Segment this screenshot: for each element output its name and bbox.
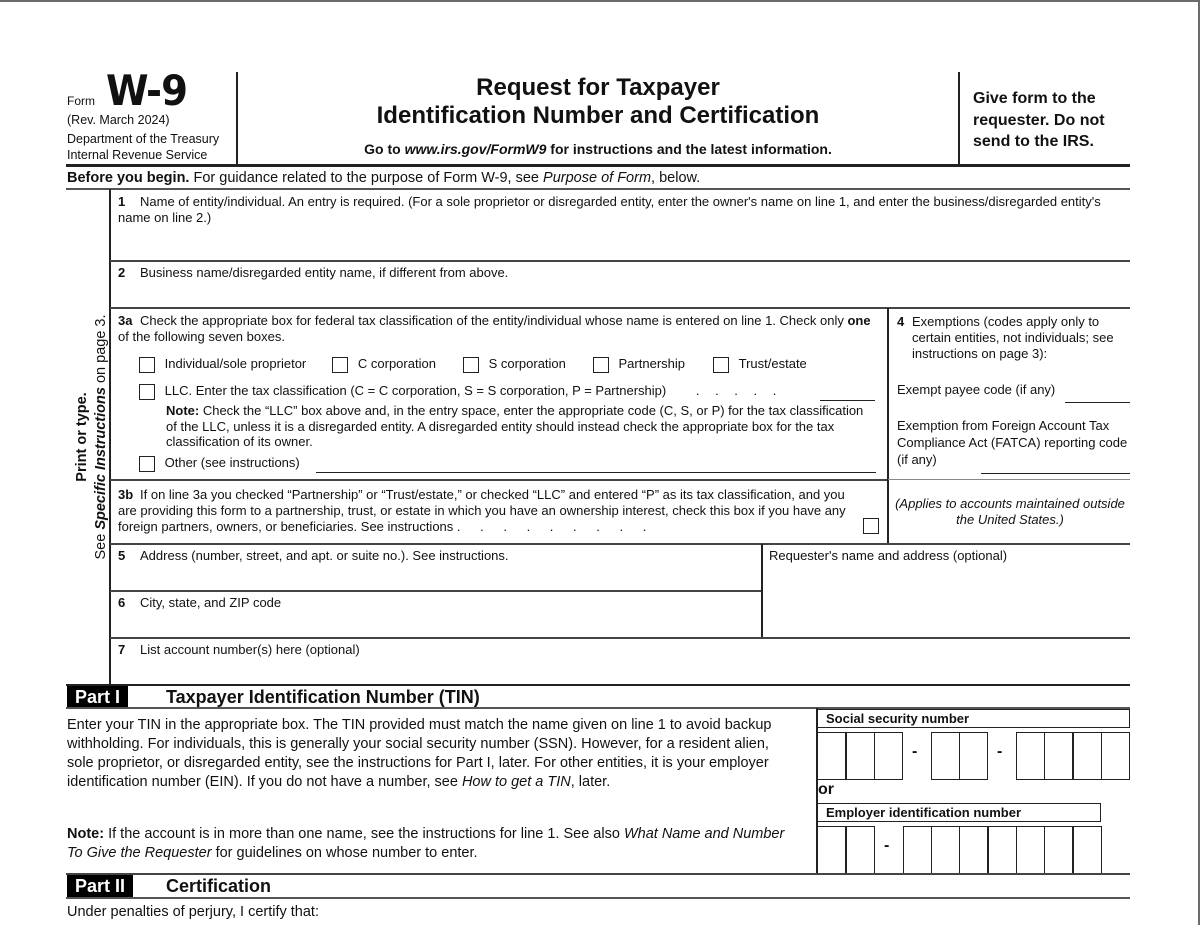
header-rule [66,164,1130,167]
sidebar-divider [109,189,111,685]
classification-individual[interactable] [139,356,306,373]
part1-note-bold: Note: [67,826,105,842]
checkbox-c-corp[interactable] [332,357,348,373]
s-corp-label: S corporation [488,356,566,371]
part1-text-end: , later. [570,774,611,790]
ssn-digit-3[interactable] [874,732,903,780]
fatca-field[interactable] [981,454,1130,472]
line3a-bold: one [847,313,871,328]
part1-instructions [67,716,797,792]
address-field[interactable] [140,565,755,587]
line7-text: List account number(s) here (optional) [140,642,360,657]
requester-field[interactable] [769,567,1124,633]
classification-partnership[interactable] [593,356,685,373]
checkbox-other[interactable] [139,456,155,472]
part1-note-end: for guidelines on whose number to enter. [211,845,478,861]
checkbox-trust-estate[interactable] [713,357,729,373]
goto-suffix: for instructions and the latest information. [546,141,832,157]
line3b-text: If on line 3a you checked “Partnership” or “Trust/estate,” or checked “LLC” and entered “P” as its tax classification, and you are providing this form to a partnership, trust, or estate in which you have an ownership interest, check this box if you have any foreign partners, owners, or beneficiaries. See instructions [118,487,846,534]
classification-trust[interactable] [713,356,807,373]
line5-rule [110,590,761,592]
classification-s-corp[interactable] [463,356,566,373]
ein-digit-6[interactable] [988,826,1017,874]
checkbox-s-corp[interactable] [463,357,479,373]
line6-number: 6 [118,595,126,610]
line3a-text-end: of the following seven boxes. [118,329,285,344]
ssn-digit-4[interactable] [931,732,960,780]
or-label: or [818,781,834,798]
checkbox-llc[interactable] [139,384,155,400]
checkbox-foreign-partners[interactable] [863,518,879,534]
part2-title: Certification [166,876,272,896]
llc-row [139,383,782,400]
give-form-notice: Give form to the requester. Do not send to the IRS. [973,90,1105,150]
line4-number: 4 [897,314,905,329]
ein-digit-1[interactable] [817,826,846,874]
irs-url-link[interactable]: www.irs.gov/FormW9 [404,141,547,157]
line6-label [118,595,281,611]
ssn-dash-1: - [912,743,918,760]
part1-note-text: If the account is in more than one name, see the instructions for line 1. See also [104,826,624,842]
ssn-digit-8[interactable] [1073,732,1102,780]
what-name-ref: What Name and Number To Give the Requester [67,826,785,861]
classification-c-corp[interactable] [332,356,436,373]
ein-digit-9[interactable] [1073,826,1102,874]
line4-text: Exemptions (codes apply only to certain entities, not individuals; see instructions on page 3): [912,314,1114,361]
line1-text: Name of entity/individual. An entry is required. (For a sole proprietor or disregarded entity, enter the owner's name on line 1, and enter the business/disregarded entity's name on line 2.) [118,194,1101,225]
form-number: W-9 [106,66,188,115]
certification-intro: Under penalties of perjury, I certify that: [67,904,319,920]
print-or-type-sidebar [62,300,122,575]
line3b-label [118,487,853,535]
ein-label: Employer identification number [817,803,1101,822]
agency: Internal Revenue Service [67,148,208,162]
part2-rule [66,897,1130,899]
ein-digit-3[interactable] [903,826,932,874]
city-state-zip-field[interactable] [140,612,755,634]
how-to-get-tin-ref: How to get a TIN [461,774,571,790]
ssn-digit-2[interactable] [846,732,875,780]
ssn-dash-2: - [997,743,1003,760]
before-rule [66,188,1130,190]
line3b-leader-dots: . . . . . . . . . [456,519,655,534]
account-numbers-field[interactable] [140,659,1120,681]
fatca-label: Exemption from Foreign Account Tax Compliance Act (FATCA) reporting code (if any) [897,418,1128,467]
header-divider-right [958,72,960,165]
line3a-number: 3a [118,313,133,328]
ein-digit-8[interactable] [1044,826,1073,874]
ssn-digit-5[interactable] [959,732,988,780]
c-corp-label: C corporation [357,356,436,371]
form-word: Form [67,94,95,108]
instructions-link-line [238,141,958,157]
classification-row [139,356,807,373]
ssn-digit-9[interactable] [1101,732,1130,780]
line5-text: Address (number, street, and apt. or suite no.). See instructions. [140,548,509,563]
line5-number: 5 [118,548,126,563]
name-field[interactable] [140,232,1120,256]
other-underline [316,472,876,473]
part2-badge: Part II [67,875,133,897]
line6-text: City, state, and ZIP code [140,595,282,610]
business-name-field[interactable] [140,282,1120,304]
line5-label [118,548,509,564]
before-text: For guidance related to the purpose of Form W-9, see [189,170,544,186]
ssn-label: Social security number [817,709,1130,728]
line3a-text: Check the appropriate box for federal tax classification of the entity/individual whose name is entered on line 1. Check only [140,313,848,328]
sidebar-page-ref: on page 3. [93,314,109,388]
requester-label: Requester's name and address (optional) [769,548,1008,563]
line2-number: 2 [118,265,126,280]
ein-dash: - [884,837,890,854]
llc-code-field[interactable] [820,382,875,400]
line7-number: 7 [118,642,126,657]
checkbox-individual[interactable] [139,357,155,373]
partnership-label: Partnership [618,356,685,371]
exempt-payee-underline [1065,402,1130,403]
page-title-line1: Request for Taxpayer [476,74,720,101]
before-bold: Before you begin. [67,170,190,186]
line3b-rule [110,543,1130,545]
llc-leader-dots: . . . . . [695,383,783,398]
ein-digit-4[interactable] [931,826,960,874]
line2-label [118,265,508,281]
ein-digit-7[interactable] [1016,826,1045,874]
ssn-digit-7[interactable] [1044,732,1073,780]
line1-label [118,194,1128,226]
individual-label: Individual/sole proprietor [164,356,307,371]
goto-prefix: Go to [364,141,405,157]
sidebar-see: See [93,529,109,560]
specific-instructions-ref: Specific Instructions [93,387,109,530]
line3a-label [118,313,878,345]
ssn-digit-1[interactable] [817,732,846,780]
line3b-number: 3b [118,487,134,502]
before-you-begin [67,170,700,186]
llc-note-text: Check the “LLC” box above and, in the entry space, enter the appropriate code (C, S, or P) for the tax classification of the LLC, unless it is a disregarded entity. A disregarded entity should instead check the appropriate box for the tax classification of its owner. [166,403,864,449]
page-title-line2: Identification Number and Certification [376,102,820,129]
other-field[interactable] [316,454,876,472]
llc-note-bold: Note: [166,403,200,418]
line4-rule [888,479,1130,480]
line1-rule [110,260,1130,262]
llc-note [166,403,876,450]
address-requester-divider [761,544,763,638]
before-suffix: , below. [651,170,701,186]
line2-text: Business name/disregarded entity name, if different from above. [140,265,509,280]
line6-rule [110,637,1130,639]
part1-text: Enter your TIN in the appropriate box. The TIN provided must match the name given on line 1 to avoid backup withholding. For individuals, this is generally your social security number (SSN). However, for a resident alien, sole proprietor, or disregarded entity, see the instructions for Part I, later. For other entities, it is your employer identification number (EIN). If you do not have a number, see [67,717,772,790]
line3a-rule [110,479,887,481]
checkbox-partnership[interactable] [593,357,609,373]
part1-badge: Part I [67,686,128,708]
trust-estate-label: Trust/estate [738,356,807,371]
line1-number: 1 [118,194,126,209]
ein-digit-5[interactable] [959,826,988,874]
print-or-type-label: Print or type. [74,392,90,482]
llc-code-underline [820,400,875,401]
exempt-payee-field[interactable] [1065,382,1130,400]
fatca-underline [981,473,1130,474]
fatca-applies-note: (Applies to accounts maintained outside the United States.) [895,496,1125,527]
department: Department of the Treasury [67,132,220,146]
other-row [139,455,300,472]
part1-note [67,825,797,863]
line3-4-divider [887,308,889,544]
ssn-digit-6[interactable] [1016,732,1045,780]
line7-label [118,642,360,658]
revision-date: (Rev. March 2024) [67,113,170,127]
ein-digit-2[interactable] [846,826,875,874]
exempt-payee-label: Exempt payee code (if any) [897,382,1056,397]
line2-rule [110,307,1130,309]
part1-title: Taxpayer Identification Number (TIN) [166,687,480,707]
line4-label [897,314,1127,362]
other-label: Other (see instructions) [164,455,300,470]
llc-label: LLC. Enter the tax classification (C = C corporation, S = S corporation, P = Partnership) [164,383,667,398]
purpose-of-form-ref: Purpose of Form [543,170,652,186]
